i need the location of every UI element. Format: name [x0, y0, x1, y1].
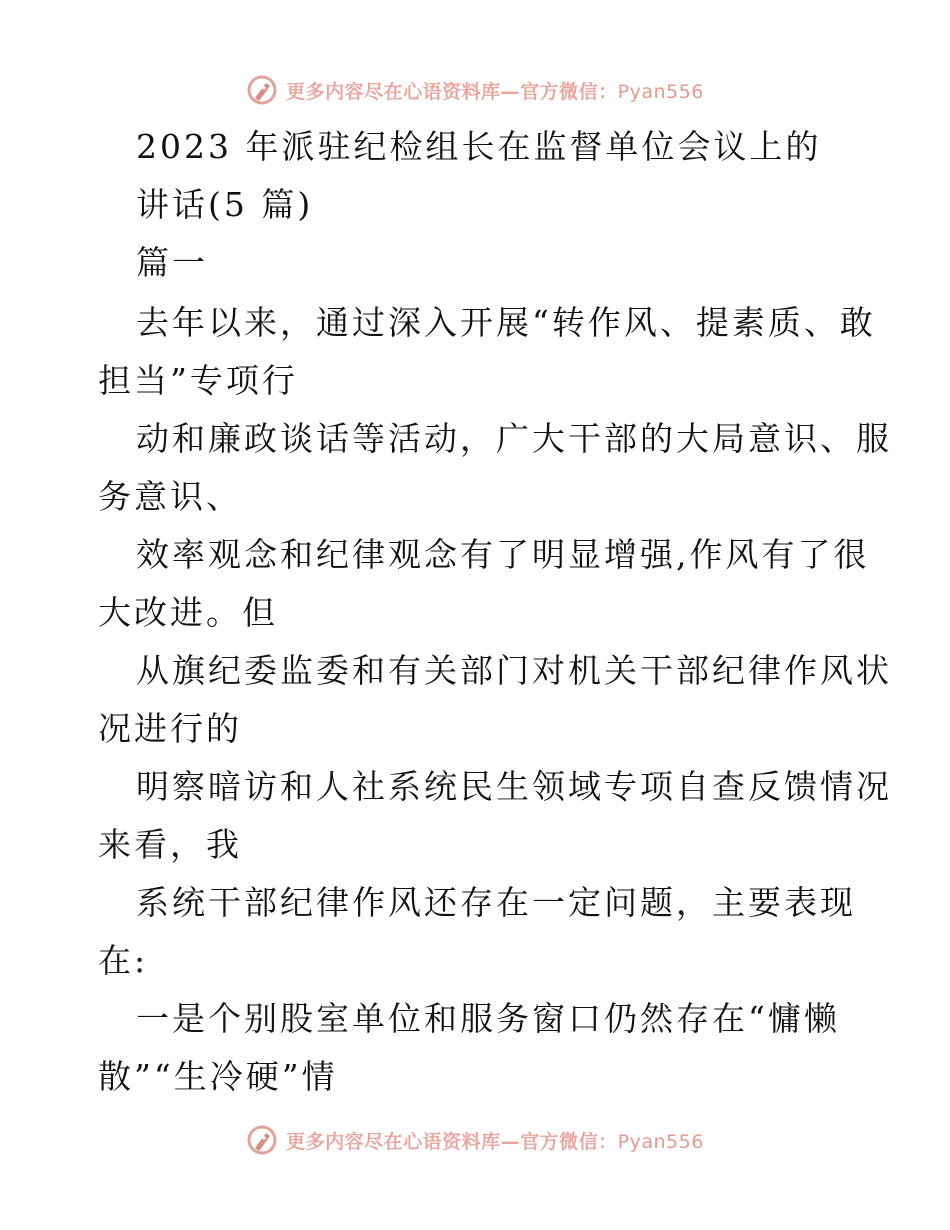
- watermark-text: 更多内容尽在心语资料库—官方微信：Pyan556: [286, 1130, 704, 1153]
- paragraph-line: 明察暗访和人社系统民生领域专项自查反馈情况: [136, 767, 892, 806]
- paragraph-line: 担当”专项行: [98, 361, 298, 400]
- paragraph-line: 动和廉政谈话等活动，广大干部的大局意识、服: [136, 419, 892, 458]
- paragraph-line: 来看，我: [98, 825, 242, 864]
- paragraph-line: 大改进。但: [98, 593, 278, 632]
- document-title-line-1: 2023 年派驻纪检组长在监督单位会议上的: [136, 127, 822, 166]
- paragraph-line: 务意识、: [98, 477, 242, 516]
- paragraph-line: 去年以来，通过深入开展“转作风、提素质、敢: [136, 303, 876, 342]
- footer-watermark: [0, 1122, 950, 1158]
- paragraph-line: 从旗纪委监委和有关部门对机关干部纪律作风状: [136, 651, 892, 690]
- paragraph-line: 一是个别股室单位和服务窗口仍然存在“慵懒: [136, 999, 840, 1038]
- watermark-text: 更多内容尽在心语资料库—官方微信：Pyan556: [286, 80, 704, 103]
- paragraph-line: 况进行的: [98, 709, 242, 748]
- paragraph-line: 系统干部纪律作风还存在一定问题，主要表现: [136, 883, 856, 922]
- document-title-line-2: 讲话(5 篇): [136, 185, 314, 224]
- pen-nib-circle-icon: [246, 1124, 278, 1156]
- paragraph-line: 效率观念和纪律观念有了明显增强,作风有了很: [136, 535, 870, 574]
- paragraph-line: 散”“生冷硬”情: [98, 1057, 338, 1096]
- paragraph-line: 在:: [98, 941, 149, 980]
- section-heading: 篇一: [136, 243, 208, 282]
